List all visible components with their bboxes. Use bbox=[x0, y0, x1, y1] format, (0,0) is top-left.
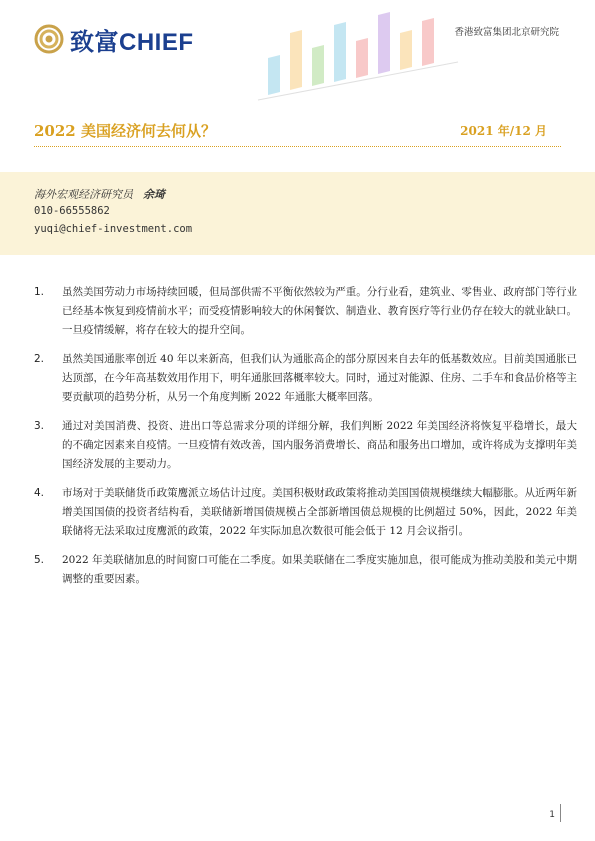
title-divider bbox=[34, 146, 561, 147]
point-text: 虽然美国劳动力市场持续回暖，但局部供需不平衡依然较为严重。分行业看，建筑业、零售业、政府部门等行业已经基本恢复到疫情前水平；而受疫情影响较大的休闲餐饮、制造业、教育医疗等行业仍存在较大的就业缺口。一旦疫情缓解，将存在较大的提升空间。 bbox=[62, 286, 577, 336]
author-role: 海外宏观经济研究员 bbox=[34, 188, 133, 201]
point-text: 虽然美国通胀率创近 40 年以来新高，但我们认为通胀高企的部分原因来自去年的低基数效应。目前美国通胀已达顶部，在今年高基数效用作用下，明年通胀回落概率较大。同时，通过对能源、住房、二手车和食品价格等主要贡献项的趋势分析，从另一个角度判断 2022 年通胀大概率回落。 bbox=[62, 353, 577, 403]
point-text: 通过对美国消费、投资、进出口等总需求分项的详细分解，我们判断 2022 年美国经济将恢复平稳增长，最大的不确定因素来自疫情。一旦疫情有效改善，国内服务消费增长、商品和服务出口增加，或许将成为支撑明年美国经济发展的主要动力。 bbox=[62, 420, 577, 470]
page-number: 1 bbox=[549, 810, 555, 820]
author-phone: 010-66555862 bbox=[34, 205, 110, 217]
report-date: 2021 年/12 月 bbox=[460, 124, 547, 138]
point-number: 2. bbox=[34, 353, 45, 365]
list-item bbox=[34, 551, 579, 589]
author-role-line bbox=[34, 186, 165, 202]
list-item bbox=[34, 417, 579, 474]
point-number: 5. bbox=[34, 554, 45, 566]
report-title: 2022 美国经济何去何从？ bbox=[34, 122, 216, 140]
decorative-chart-illustration bbox=[238, 0, 478, 112]
list-item bbox=[34, 484, 579, 541]
point-number: 4. bbox=[34, 487, 45, 499]
company-logo bbox=[34, 22, 194, 56]
point-number: 1. bbox=[34, 286, 45, 298]
point-text: 2022 年美联储加息的时间窗口可能在二季度。如果美联储在二季度实施加息，很可能成为推动美股和美元中期调整的重要因素。 bbox=[62, 554, 577, 585]
footer-divider bbox=[560, 804, 561, 822]
list-item bbox=[34, 350, 579, 407]
point-text: 市场对于美联储货币政策鹰派立场估计过度。美国积极财政政策将推动美国国债规模继续大幅膨胀。从近两年新增美国国债的投资者结构看，美联储新增国债规模占全部新增国债总规模的比例超过 50%，因此，2022 年美联储将无法采取过度鹰派的政策，2022 年实际加息次数很可能会低于 12 月会议指引。 bbox=[62, 487, 577, 537]
key-points-list bbox=[34, 283, 579, 599]
author-email[interactable]: yuqi@chief-investment.com bbox=[34, 223, 193, 235]
author-name: 余琦 bbox=[143, 188, 165, 201]
list-item bbox=[34, 283, 579, 340]
point-number: 3. bbox=[34, 420, 45, 432]
author-info-box bbox=[0, 172, 595, 255]
logo-swirl-icon bbox=[34, 24, 64, 54]
logo-text: 致富CHIEF bbox=[70, 28, 194, 56]
institute-name: 香港致富集团北京研究院 bbox=[454, 27, 559, 38]
